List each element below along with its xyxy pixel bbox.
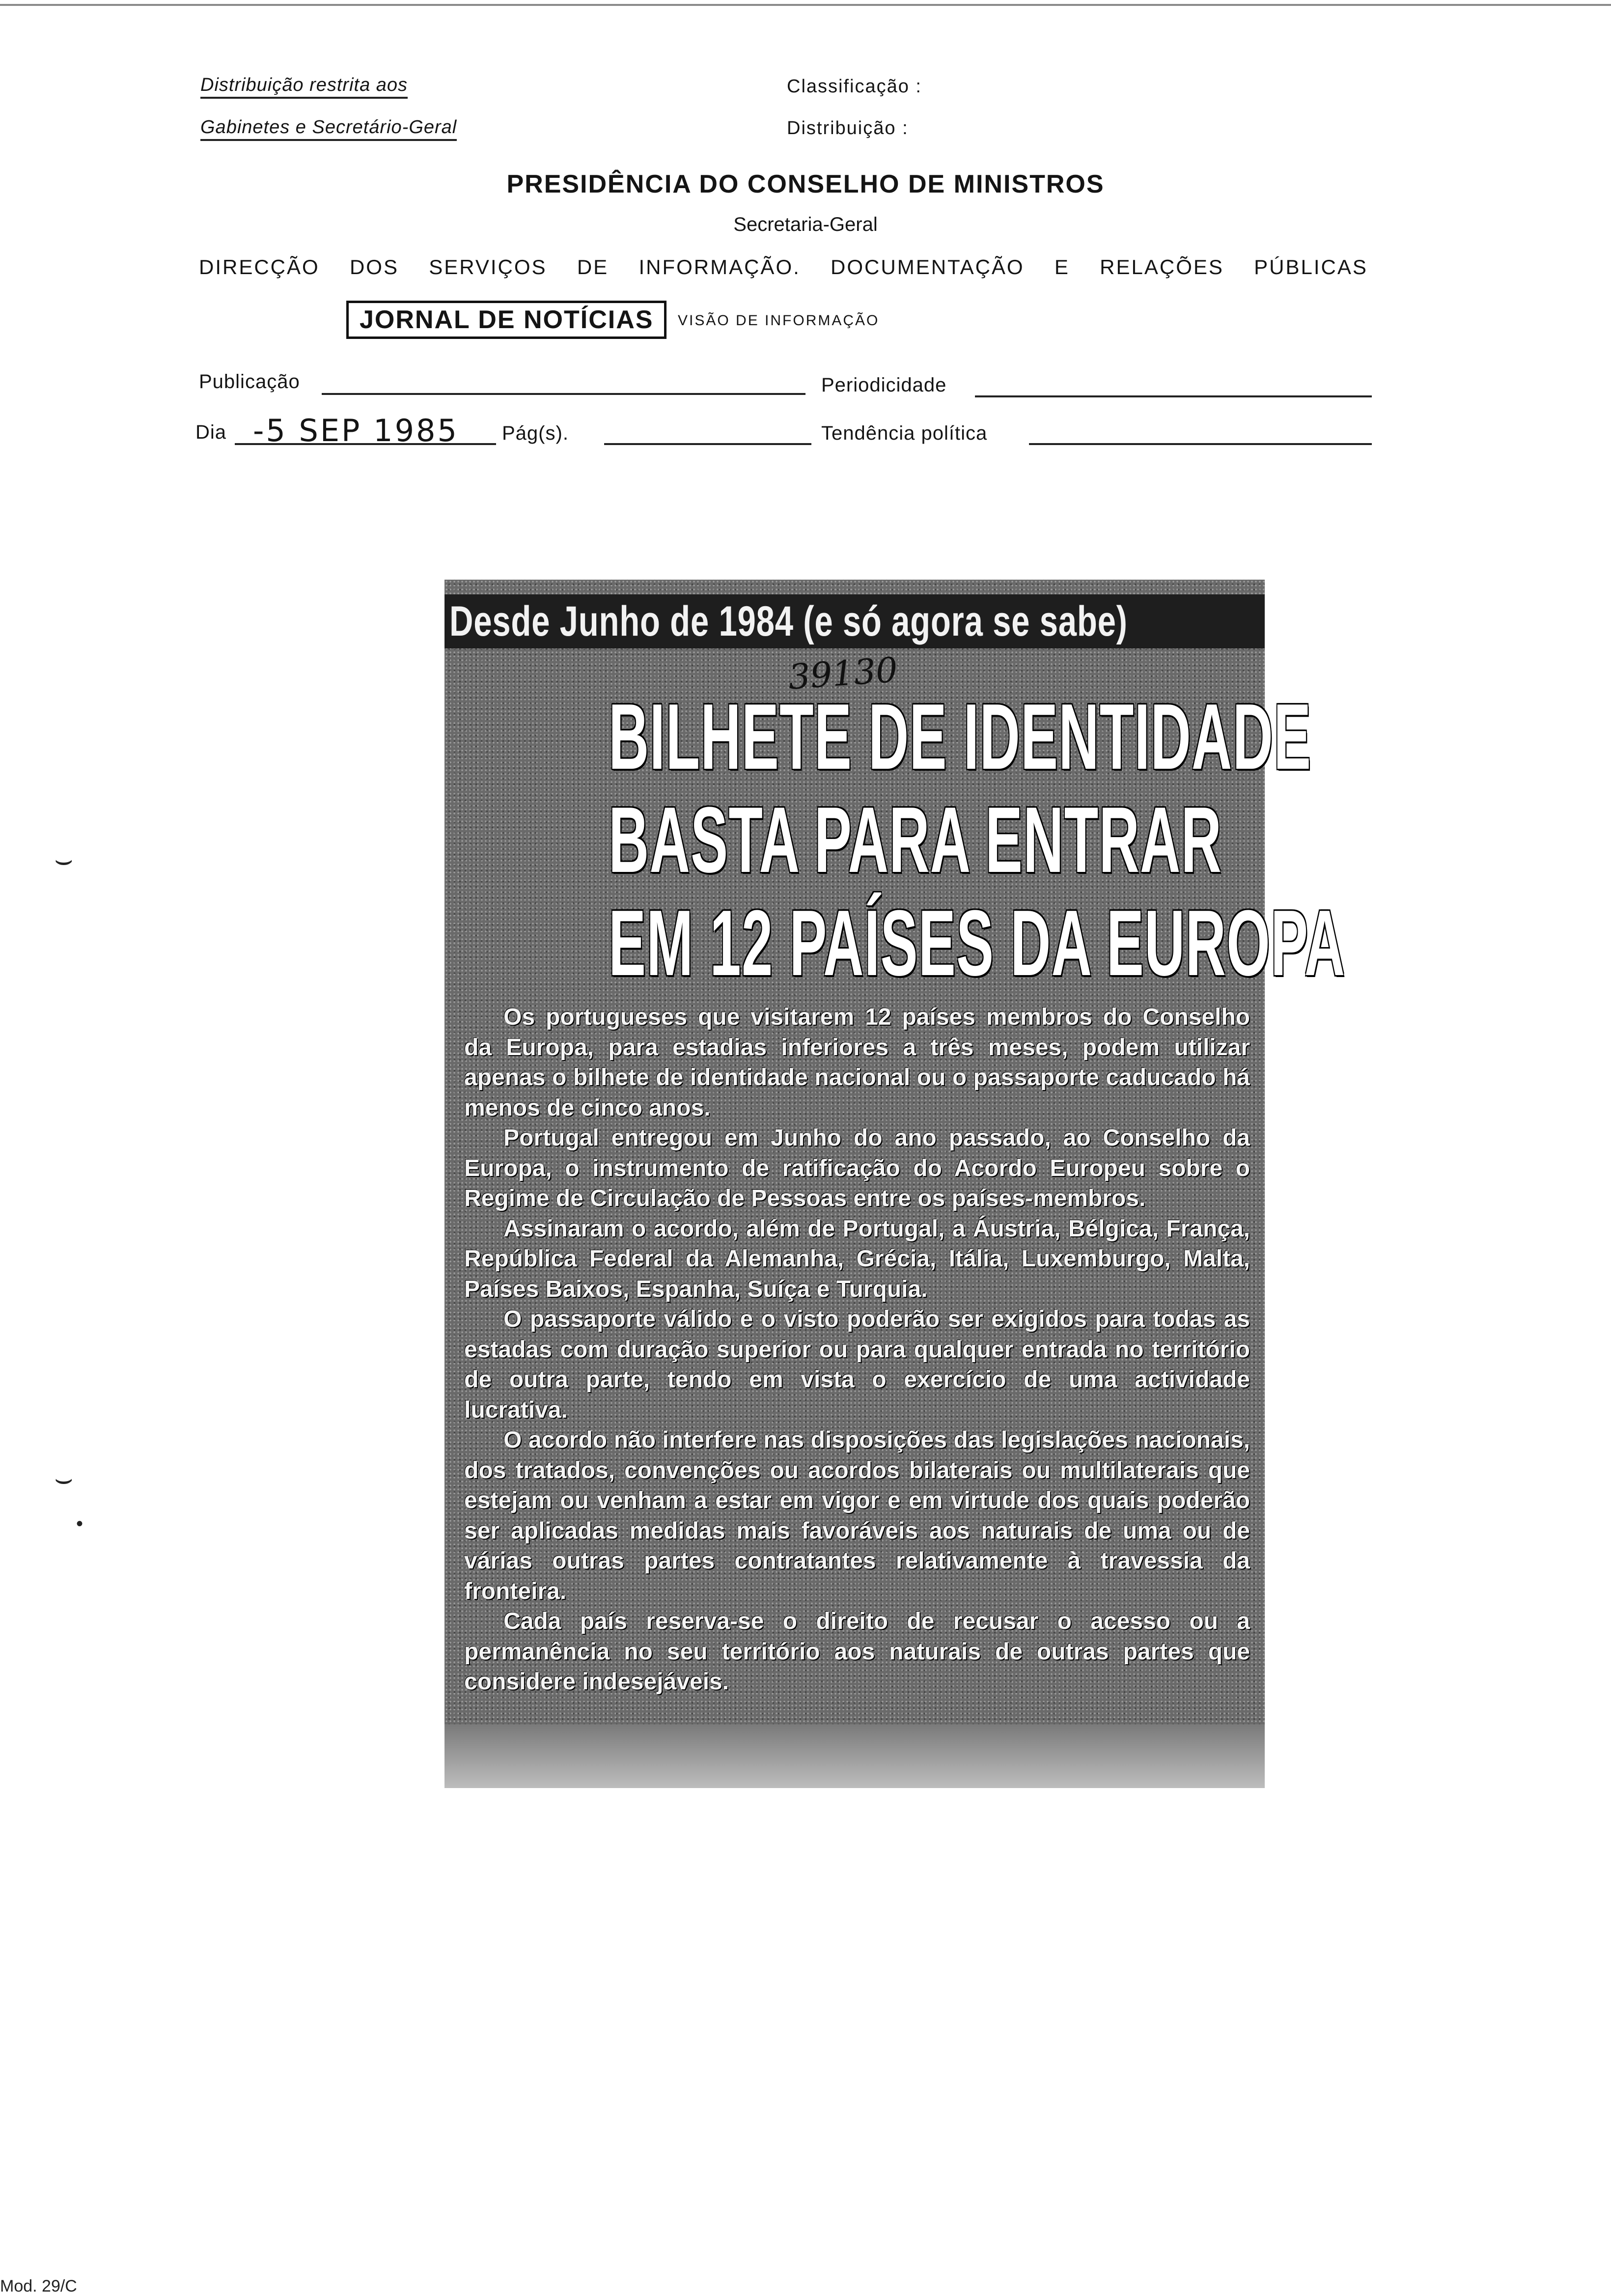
direccao-word: PÚBLICAS <box>1254 255 1368 279</box>
article-paragraph: Assinaram o acordo, além de Portugal, a Áustria, Bélgica, França, República Federal da Alemanha, Grécia, Itália, Luxemburgo, Malta, Países Baixos, Espanha, Suíça e Turquia. <box>464 1215 1250 1302</box>
article-paragraph: Os portugueses que visitarem 12 países membros do Conselho da Europa, para estadias inferiores a três meses, podem utilizar apenas o bilhete de identidade nacional ou o passaporte caducado há menos de cinco anos. <box>464 1004 1250 1121</box>
pags-label: Pág(s). <box>502 422 569 444</box>
article-body <box>464 1002 1250 1697</box>
restricted-distribution-line2: Gabinetes e Secretário-Geral <box>200 117 457 141</box>
tendencia-field-line <box>1029 443 1372 445</box>
article-paragraph: O acordo não interfere nas disposições das legislações nacionais, dos tratados, convenções ou acordos bilaterais ou multilaterais que estejam ou venham a estar em vigor e em virtude dos quais poderão ser aplicadas medidas mais favoráveis aos naturais de uma ou de várias outras partes contratantes relativamente à travessia da fronteira. <box>464 1427 1250 1604</box>
direccao-word: SERVIÇOS <box>429 255 547 279</box>
clipping-torn-edge <box>444 1724 1265 1788</box>
pags-field-line <box>604 443 811 445</box>
periodicidade-field-line <box>975 395 1372 397</box>
publicacao-label: Publicação <box>199 371 300 392</box>
periodicidade-label: Periodicidade <box>821 374 947 396</box>
tendencia-label: Tendência política <box>821 422 988 444</box>
margin-dot: • <box>76 1513 83 1535</box>
direccao-word: RELAÇÕES <box>1100 255 1224 279</box>
article-paragraph: Portugal entregou em Junho do ano passado, ao Conselho da Europa, o instrumento de ratificação do Acordo Europeu sobre o Regime de Circulação de Pessoas entre os países-membros. <box>464 1125 1250 1211</box>
margin-mark: ⌣ <box>54 843 74 876</box>
dia-label: Dia <box>195 421 227 443</box>
publicacao-field-line <box>322 393 806 395</box>
direccao-word: DE <box>577 255 609 279</box>
clipping-kicker: Desde Junho de 1984 (e só agora se sabe) <box>449 598 1128 645</box>
divisao-label: VISÃO DE INFORMAÇÃO <box>678 312 880 329</box>
page-title: PRESIDÊNCIA DO CONSELHO DE MINISTROS <box>506 170 1105 198</box>
restricted-distribution-line1: Distribuição restrita aos <box>200 75 408 99</box>
dia-field-line <box>235 443 496 445</box>
headline-line-3: EM 12 PAÍSES DA EUROPA <box>609 891 1346 995</box>
page-subtitle: Secretaria-Geral <box>733 214 878 235</box>
article-paragraph: Cada país reserva-se o direito de recusar o acesso ou a permanência no seu território aos naturais de outras partes que considere indesejáveis. <box>464 1608 1250 1695</box>
direccao-word: DIRECÇÃO <box>199 255 320 279</box>
distribuicao-label: Distribuição : <box>787 118 909 139</box>
headline-line-1: BILHETE DE IDENTIDADE <box>609 685 1312 789</box>
date-stamp-value: -5 SEP 1985 <box>253 413 459 448</box>
headline-line-2: BASTA PARA ENTRAR <box>609 788 1222 892</box>
newspaper-stamp: JORNAL DE NOTÍCIAS <box>346 301 667 339</box>
newspaper-clipping <box>444 580 1346 1788</box>
article-paragraph: O passaporte válido e o visto poderão ser exigidos para todas as estadas com duração superior ou para qualquer entrada no território de outra parte, tendo em vista o exercício de uma actividade lucrativa. <box>464 1306 1250 1423</box>
direccao-word: E <box>1054 255 1070 279</box>
top-border-line <box>0 4 1611 6</box>
form-code: Mod. 29/C <box>0 2277 77 2296</box>
direccao-word: DOCUMENTAÇÃO <box>831 255 1025 279</box>
direccao-word: INFORMAÇÃO. <box>639 255 801 279</box>
classificacao-label: Classificação : <box>787 76 922 97</box>
margin-mark: ⌣ <box>54 1462 74 1495</box>
direccao-line <box>199 255 1368 279</box>
direccao-word: DOS <box>349 255 399 279</box>
handwritten-note: 39130 <box>787 649 899 698</box>
